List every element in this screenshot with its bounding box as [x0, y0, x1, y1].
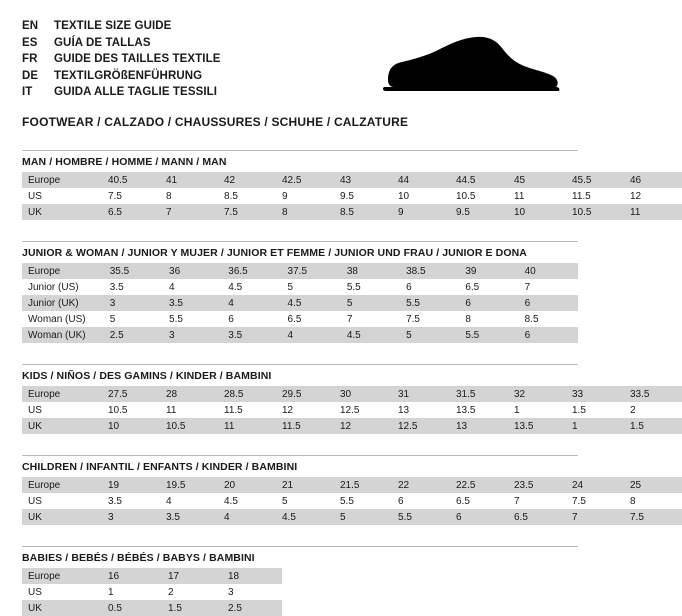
row-label: Europe — [22, 477, 102, 493]
size-cell: 9.5 — [334, 188, 392, 204]
size-cell: 46 — [624, 172, 682, 188]
size-cell: 2 — [624, 402, 682, 418]
table-row — [22, 327, 578, 343]
section-title: KIDS / NIÑOS / DES GAMINS / KINDER / BAMBINI — [22, 364, 578, 382]
size-cell: 6.5 — [282, 311, 341, 327]
size-cell: 9 — [392, 204, 450, 220]
size-cell: 11 — [508, 188, 566, 204]
language-code: DE — [22, 69, 39, 82]
language-row — [22, 18, 221, 35]
size-cell: 3 — [102, 509, 160, 525]
dress-shoe-icon — [380, 34, 560, 101]
size-cell: 10 — [102, 418, 160, 434]
language-row — [22, 84, 221, 101]
size-section — [22, 150, 642, 220]
size-sections — [22, 150, 650, 616]
size-cell: 7 — [160, 204, 218, 220]
size-cell: 6.5 — [459, 279, 518, 295]
size-cell: 3 — [104, 295, 163, 311]
size-cell: 5 — [276, 493, 334, 509]
size-cell: 33 — [566, 386, 624, 402]
size-cell: 4 — [218, 509, 276, 525]
row-label: UK — [22, 509, 102, 525]
section-title: JUNIOR & WOMAN / JUNIOR Y MUJER / JUNIOR ET FEMME / JUNIOR UND FRAU / JUNIOR E DONA — [22, 241, 578, 259]
footwear-heading: FOOTWEAR / CALZADO / CHAUSSURES / SCHUHE / CALZATURE — [22, 115, 409, 129]
table-row — [22, 279, 578, 295]
size-table — [22, 263, 578, 343]
size-section — [22, 364, 650, 434]
size-cell: 40.5 — [102, 172, 160, 188]
row-label: Junior (UK) — [22, 295, 104, 311]
language-row — [22, 35, 221, 52]
size-cell: 6.5 — [508, 509, 566, 525]
size-cell: 21.5 — [334, 477, 392, 493]
size-cell: 5.5 — [459, 327, 518, 343]
size-cell: 36 — [163, 263, 222, 279]
size-cell: 7.5 — [102, 188, 160, 204]
size-cell: 0.5 — [102, 600, 162, 616]
row-label: US — [22, 402, 102, 418]
language-code: EN — [22, 20, 39, 32]
size-cell: 12 — [624, 188, 682, 204]
size-cell: 25 — [624, 477, 682, 493]
row-label: US — [22, 188, 102, 204]
row-label: Europe — [22, 568, 102, 584]
row-label: Europe — [22, 386, 102, 402]
size-cell: 5 — [334, 509, 392, 525]
language-title: TEXTILE SIZE GUIDE — [54, 20, 172, 32]
size-cell: 19.5 — [160, 477, 218, 493]
table-row — [22, 418, 682, 434]
size-cell: 21 — [276, 477, 334, 493]
size-cell: 18 — [222, 568, 282, 584]
size-cell: 12 — [334, 418, 392, 434]
size-cell: 1.5 — [566, 402, 624, 418]
section-title: MAN / HOMBRE / HOMME / MANN / MAN — [22, 150, 578, 168]
size-cell: 7.5 — [624, 509, 682, 525]
size-cell: 45 — [508, 172, 566, 188]
table-row — [22, 402, 682, 418]
size-cell: 2 — [162, 584, 222, 600]
size-cell: 45.5 — [566, 172, 624, 188]
size-cell: 8 — [459, 311, 518, 327]
language-row — [22, 68, 221, 85]
size-cell: 11 — [624, 204, 682, 220]
size-cell: 6 — [400, 279, 459, 295]
size-cell: 13 — [392, 402, 450, 418]
size-cell: 28 — [160, 386, 218, 402]
language-title: TEXTILGRÖßENFÜHRUNG — [54, 69, 203, 82]
row-label: Woman (UK) — [22, 327, 104, 343]
size-cell: 4.5 — [218, 493, 276, 509]
size-cell: 7 — [519, 279, 578, 295]
size-table — [22, 386, 682, 434]
size-cell: 38.5 — [400, 263, 459, 279]
size-cell: 3.5 — [163, 295, 222, 311]
size-cell: 10 — [508, 204, 566, 220]
size-cell: 16 — [102, 568, 162, 584]
size-cell: 3.5 — [222, 327, 281, 343]
size-cell: 6 — [450, 509, 508, 525]
table-row — [22, 584, 282, 600]
size-cell: 7 — [566, 509, 624, 525]
size-cell: 10.5 — [160, 418, 218, 434]
size-cell: 11.5 — [218, 402, 276, 418]
size-cell: 23.5 — [508, 477, 566, 493]
size-cell: 32 — [508, 386, 566, 402]
size-cell: 4.5 — [341, 327, 400, 343]
size-cell: 1.5 — [162, 600, 222, 616]
size-cell: 31 — [392, 386, 450, 402]
size-cell: 8.5 — [334, 204, 392, 220]
size-cell: 4.5 — [282, 295, 341, 311]
size-section — [22, 546, 578, 616]
table-row — [22, 493, 682, 509]
size-cell: 3.5 — [160, 509, 218, 525]
language-code: ES — [22, 36, 38, 49]
size-cell: 5 — [104, 311, 163, 327]
size-cell: 20 — [218, 477, 276, 493]
size-cell: 13.5 — [508, 418, 566, 434]
size-cell: 1 — [102, 584, 162, 600]
size-cell: 22 — [392, 477, 450, 493]
size-cell: 6 — [222, 311, 281, 327]
table-row — [22, 600, 282, 616]
size-cell: 33.5 — [624, 386, 682, 402]
size-table — [22, 568, 282, 616]
row-label: US — [22, 493, 102, 509]
size-cell: 22.5 — [450, 477, 508, 493]
language-title-list — [22, 18, 221, 101]
table-row — [22, 172, 682, 188]
size-cell: 3 — [222, 584, 282, 600]
size-cell: 6.5 — [450, 493, 508, 509]
section-title: BABIES / BEBÉS / BÉBÉS / BABYS / BAMBINI — [22, 546, 578, 564]
size-cell: 1.5 — [624, 418, 682, 434]
size-cell: 19 — [102, 477, 160, 493]
row-label: UK — [22, 418, 102, 434]
size-cell: 30 — [334, 386, 392, 402]
size-cell: 4 — [163, 279, 222, 295]
language-title: GUÍA DE TALLAS — [54, 36, 151, 49]
size-cell: 5.5 — [163, 311, 222, 327]
page-header — [22, 18, 578, 101]
language-row — [22, 51, 221, 68]
size-cell: 13.5 — [450, 402, 508, 418]
size-cell: 7.5 — [400, 311, 459, 327]
size-cell: 38 — [341, 263, 400, 279]
size-cell: 11.5 — [276, 418, 334, 434]
size-cell: 44.5 — [450, 172, 508, 188]
table-row — [22, 188, 682, 204]
size-cell: 7 — [508, 493, 566, 509]
table-row — [22, 509, 682, 525]
size-cell: 6.5 — [102, 204, 160, 220]
size-cell: 7.5 — [566, 493, 624, 509]
size-cell: 10.5 — [450, 188, 508, 204]
size-cell: 9 — [276, 188, 334, 204]
row-label: Junior (US) — [22, 279, 104, 295]
size-cell: 41 — [160, 172, 218, 188]
size-section — [22, 455, 644, 525]
size-cell: 35.5 — [104, 263, 163, 279]
size-table — [22, 477, 682, 525]
size-cell: 4 — [160, 493, 218, 509]
size-section — [22, 241, 578, 343]
table-row — [22, 311, 578, 327]
size-cell: 7 — [341, 311, 400, 327]
size-cell: 1 — [566, 418, 624, 434]
size-cell: 11.5 — [566, 188, 624, 204]
size-cell: 2.5 — [222, 600, 282, 616]
size-cell: 4.5 — [276, 509, 334, 525]
language-code: FR — [22, 53, 38, 65]
size-cell: 10 — [392, 188, 450, 204]
size-cell: 3.5 — [104, 279, 163, 295]
size-cell: 8 — [624, 493, 682, 509]
size-cell: 5.5 — [400, 295, 459, 311]
size-cell: 3.5 — [102, 493, 160, 509]
size-cell: 11 — [160, 402, 218, 418]
size-cell: 5 — [282, 279, 341, 295]
table-row — [22, 568, 282, 584]
size-cell: 36.5 — [222, 263, 281, 279]
size-cell: 39 — [459, 263, 518, 279]
section-title: CHILDREN / INFANTIL / ENFANTS / KINDER / BAMBINI — [22, 455, 578, 473]
size-cell: 8.5 — [519, 311, 578, 327]
table-row — [22, 295, 578, 311]
table-row — [22, 204, 682, 220]
table-row — [22, 386, 682, 402]
size-cell: 5 — [341, 295, 400, 311]
size-cell: 5.5 — [392, 509, 450, 525]
size-cell: 10.5 — [566, 204, 624, 220]
size-cell: 10.5 — [102, 402, 160, 418]
size-cell: 6 — [459, 295, 518, 311]
size-cell: 6 — [519, 295, 578, 311]
size-cell: 5.5 — [341, 279, 400, 295]
size-cell: 12.5 — [334, 402, 392, 418]
size-cell: 8.5 — [218, 188, 276, 204]
row-label: UK — [22, 204, 102, 220]
size-cell: 28.5 — [218, 386, 276, 402]
size-cell: 43 — [334, 172, 392, 188]
size-cell: 29.5 — [276, 386, 334, 402]
row-label: Woman (US) — [22, 311, 104, 327]
size-cell: 42 — [218, 172, 276, 188]
size-cell: 12 — [276, 402, 334, 418]
row-label: UK — [22, 600, 102, 616]
language-title: GUIDA ALLE TAGLIE TESSILI — [54, 86, 218, 98]
size-cell: 37.5 — [282, 263, 341, 279]
size-cell: 6 — [392, 493, 450, 509]
size-cell: 9.5 — [450, 204, 508, 220]
language-title: GUIDE DES TAILLES TEXTILE — [54, 53, 221, 65]
size-cell: 44 — [392, 172, 450, 188]
size-cell: 17 — [162, 568, 222, 584]
row-label: Europe — [22, 172, 102, 188]
size-cell: 6 — [519, 327, 578, 343]
size-cell: 3 — [163, 327, 222, 343]
size-cell: 42.5 — [276, 172, 334, 188]
size-cell: 5.5 — [334, 493, 392, 509]
size-cell: 8 — [276, 204, 334, 220]
size-cell: 4.5 — [222, 279, 281, 295]
size-cell: 40 — [519, 263, 578, 279]
size-cell: 12.5 — [392, 418, 450, 434]
size-cell: 8 — [160, 188, 218, 204]
language-code: IT — [22, 86, 33, 98]
size-cell: 2.5 — [104, 327, 163, 343]
table-row — [22, 263, 578, 279]
size-cell: 1 — [508, 402, 566, 418]
row-label: Europe — [22, 263, 104, 279]
size-cell: 4 — [222, 295, 281, 311]
size-cell: 27.5 — [102, 386, 160, 402]
size-cell: 13 — [450, 418, 508, 434]
size-cell: 24 — [566, 477, 624, 493]
size-cell: 5 — [400, 327, 459, 343]
table-row — [22, 477, 682, 493]
size-cell: 11 — [218, 418, 276, 434]
size-table — [22, 172, 682, 220]
size-cell: 31.5 — [450, 386, 508, 402]
size-cell: 7.5 — [218, 204, 276, 220]
row-label: US — [22, 584, 102, 600]
size-cell: 4 — [282, 327, 341, 343]
